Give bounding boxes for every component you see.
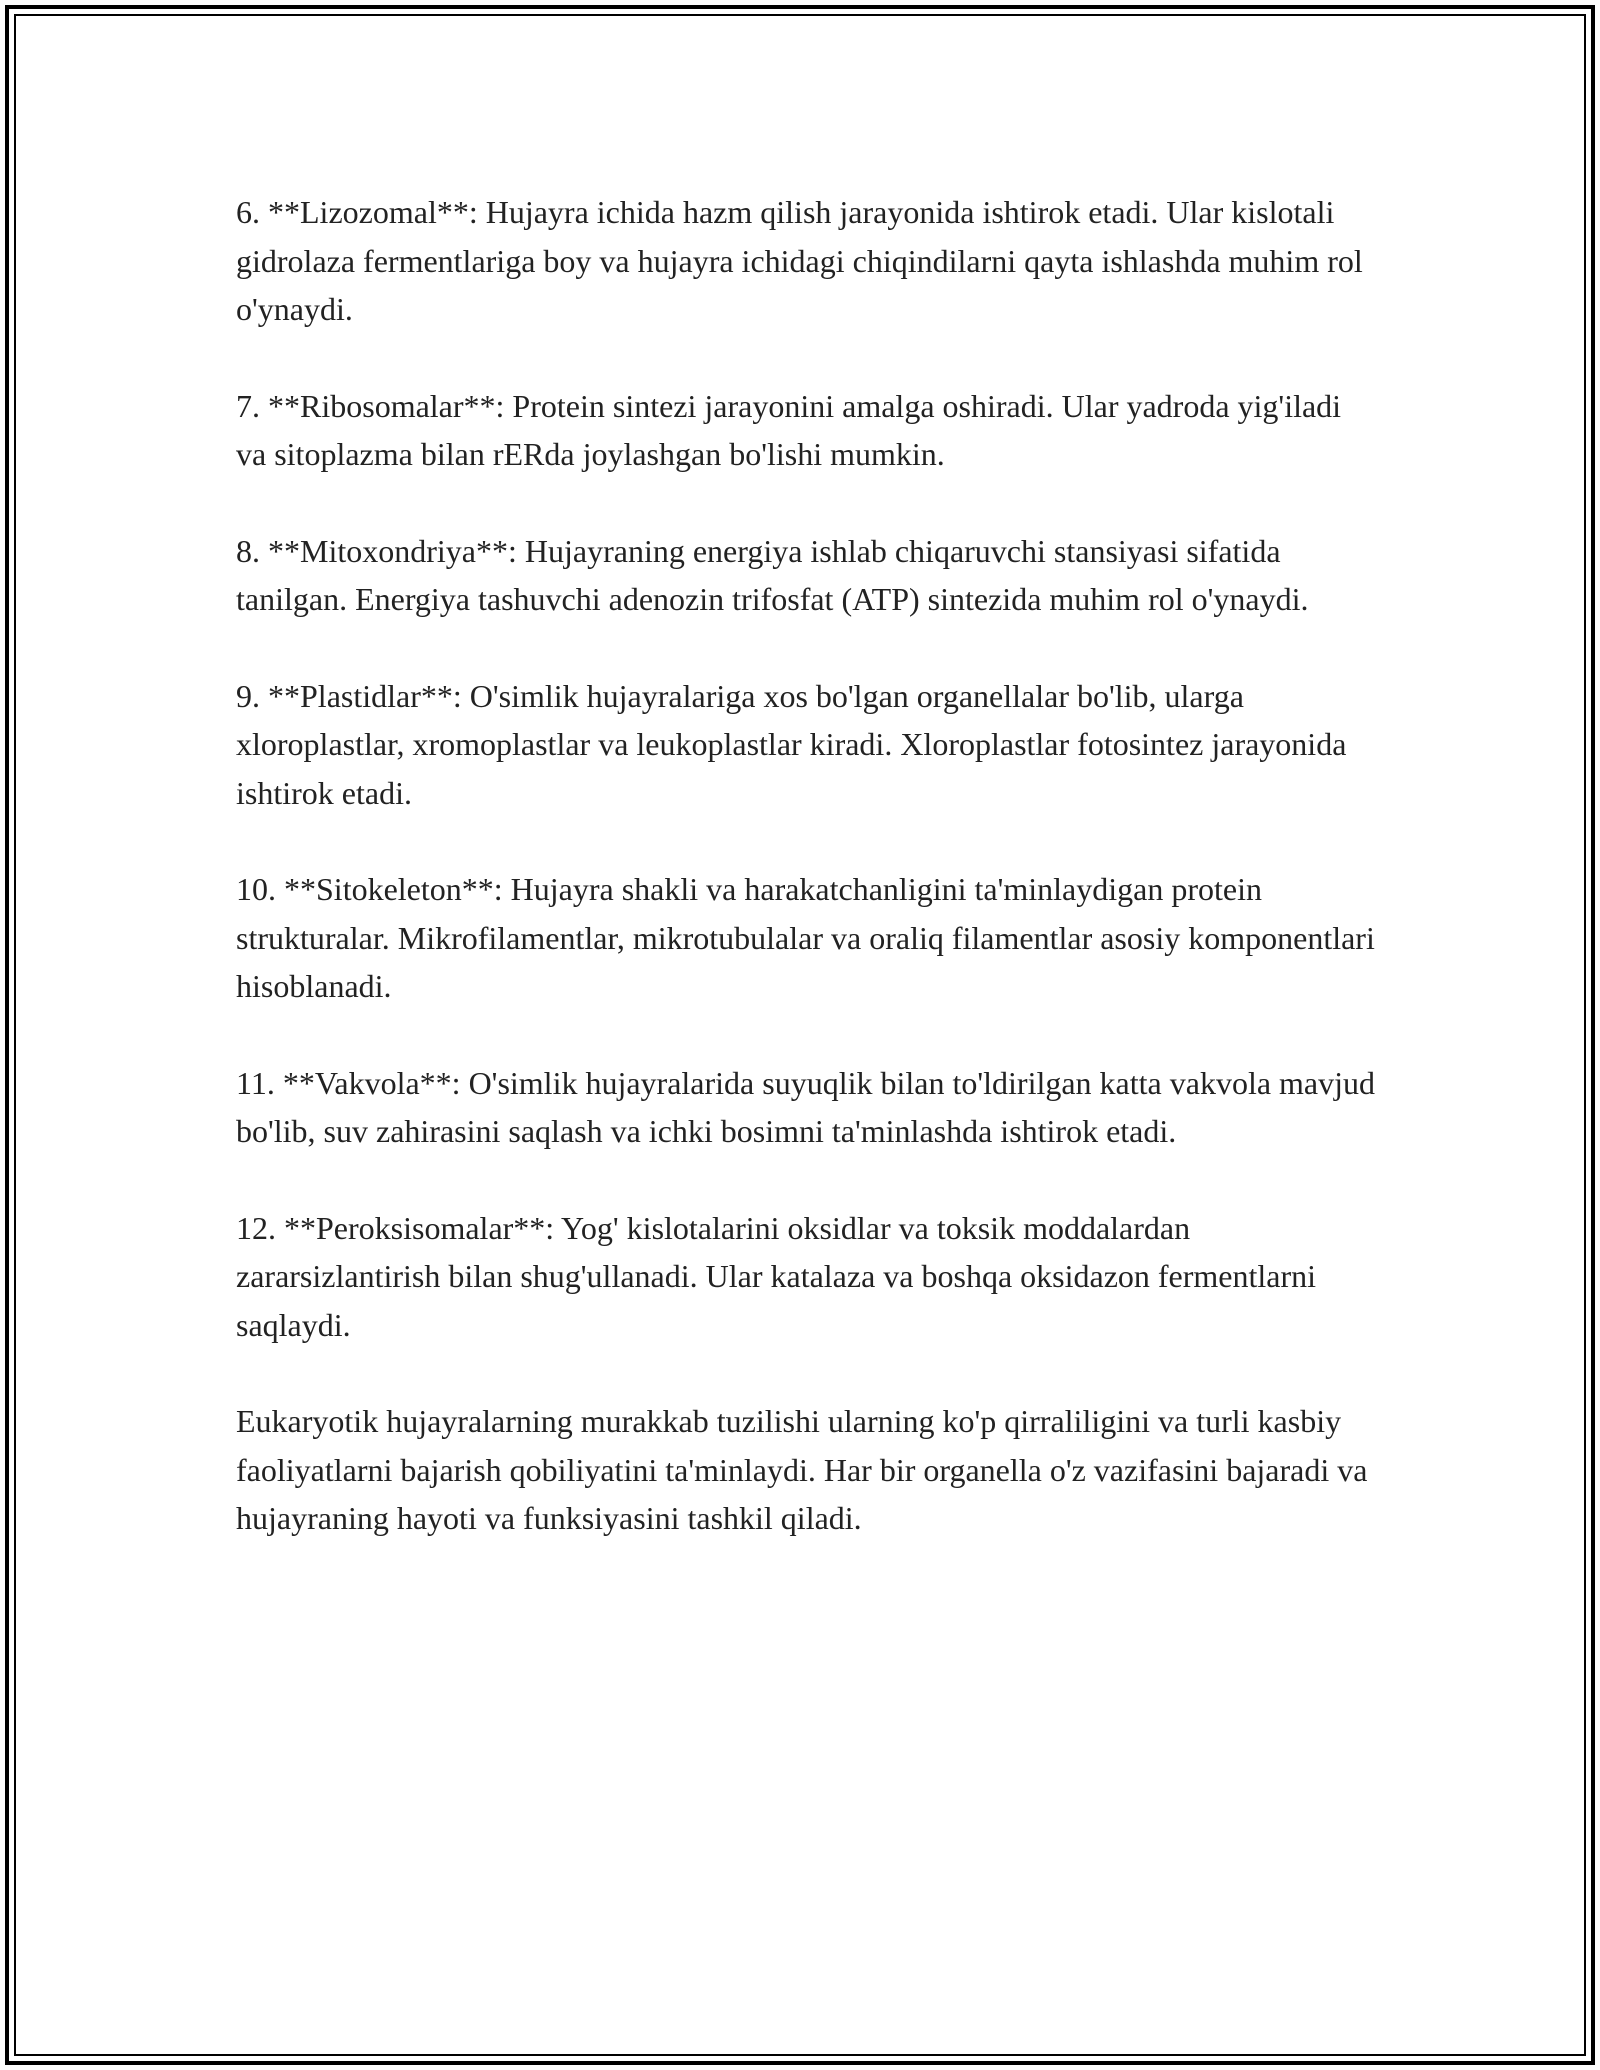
paragraph-lizozomal: 6. **Lizozomal**: Hujayra ichida hazm qilish jarayonida ishtirok etadi. Ular kislotali gidrolaza fermentlariga boy va hujayra ichidagi chiqindilarni qayta ishlashda muhim rol o'ynaydi. xyxy=(236,194,1363,327)
paragraph-conclusion: Eukaryotik hujayralarning murakkab tuzilishi ularning ko'p qirraliligini va turli kasbiy faoliyatlarni bajarish qobiliyatini ta'minlaydi. Har bir organella o'z vazifasini bajaradi va hujayraning hayoti va funksiyasini tashkil qiladi. xyxy=(236,1403,1368,1536)
paragraph-ribosomalar: 7. **Ribosomalar**: Protein sintezi jarayonini amalga oshiradi. Ular yadroda yig'iladi va sitoplazma bilan rERda joylashgan bo'lishi mumkin. xyxy=(236,387,1342,472)
paragraph-peroksisomalar: 12. **Peroksisomalar**: Yog' kislotalarini oksidlar va toksik moddalardan zararsizlantirish bilan shug'ullanadi. Ular katalaza va boshqa oksidazon fermentlarni saqlaydi. xyxy=(236,1209,1317,1343)
paragraph-mitoxondriya: 8. **Mitoxondriya**: Hujayraning energiya ishlab chiqaruvchi stansiyasi sifatida tanilgan. Energiya tashuvchi adenozin trifosfat (ATP) sintezida muhim rol o'ynaydi. xyxy=(236,532,1309,617)
paragraph-vakvola: 11. **Vakvola**: O'simlik hujayralarida suyuqlik bilan to'ldirilgan katta vakvola mavjud bo'lib, suv zahirasini saqlash va ichki bosimni ta'minlashda ishtirok etadi. xyxy=(236,1064,1376,1149)
document-body xyxy=(236,188,1376,1543)
paragraph-sitokeleton: 10. **Sitokeleton**: Hujayra shakli va harakatchanligini ta'minlaydigan protein strukturalar. Mikrofilamentlar, mikrotubulalar va oraliq filamentlar asosiy komponentlari hisoblanadi. xyxy=(236,871,1375,1004)
paragraph-plastidlar: 9. **Plastidlar**: O'simlik hujayralariga xos bo'lgan organellalar bo'lib, ularga xloroplastlar, xromoplastlar va leukoplastlar kiradi. Xloroplastlar fotosintez jarayonida ishtirok etadi. xyxy=(236,677,1347,811)
